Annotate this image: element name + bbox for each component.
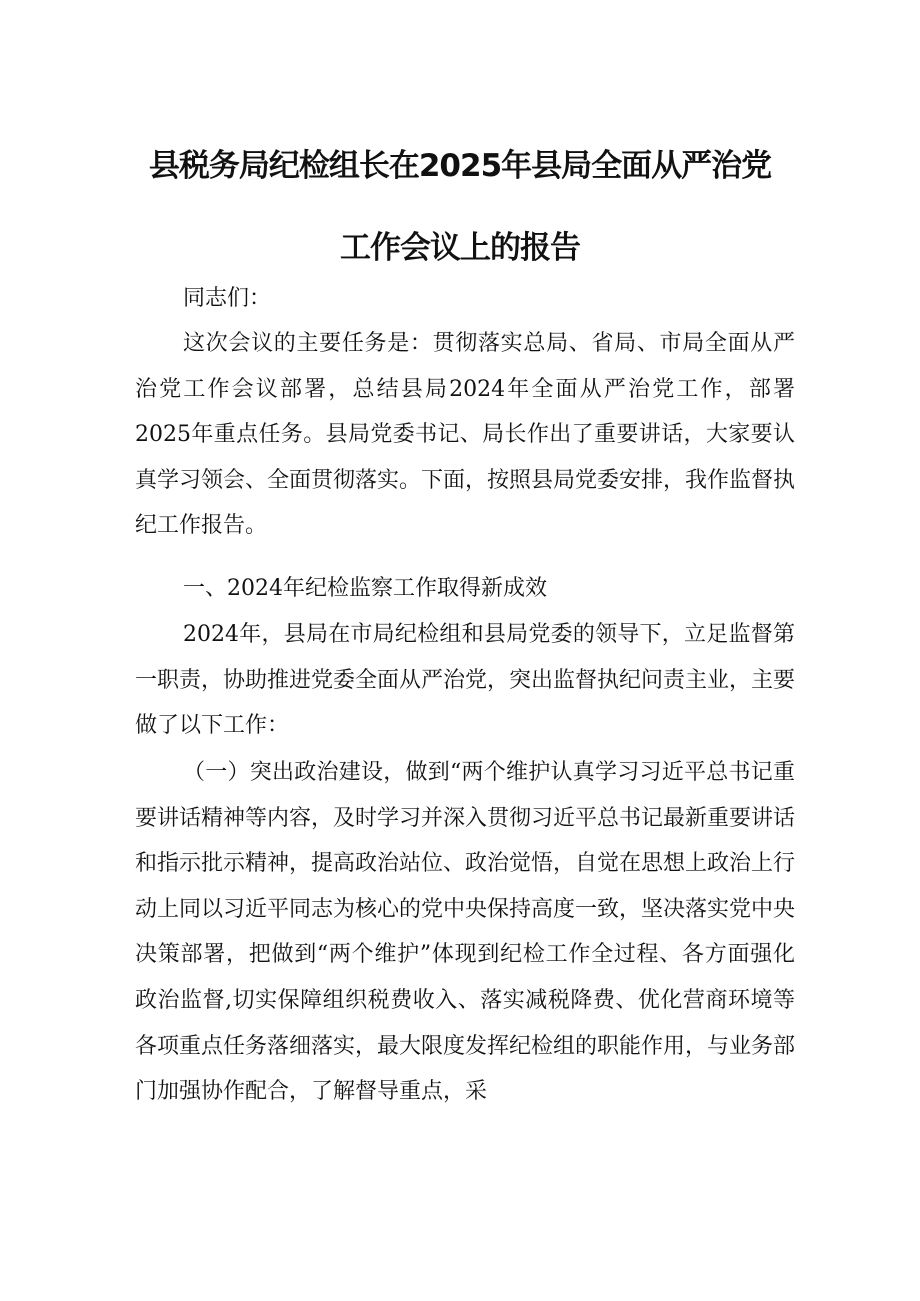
section-paragraph-block — [135, 612, 795, 749]
document-title-line2: 工作会议上的报告 — [340, 230, 580, 266]
section-paragraph: 2024年，县局在市局纪检组和县局党委的领导下，立足监督第一职责，协助推进党委全面从严治党，突出监督执纪问责主业，主要做了以下工作： — [135, 622, 796, 739]
document-title-line1: 县税务局纪检组长在2025年县局全面从严治党 — [148, 148, 772, 184]
subsection-paragraph: （一）突出政治建设，做到“两个维护认真学习习近平总书记重要讲话精神等内容，及时学习并深入贯彻习近平总书记最新重要讲话和指示批示精神，提高政治站位、政治觉悟，自觉在思想上政治上行动上同以习近平同志为核心的党中央保持高度一致，坚决落实党中央决策部署，把做到“两个维护”体现到纪检工作全过程、各方面强化政治监督,切实保障组织税费收入、落实减税降费、优化营商环境等各项重点任务落细落实，最大限度发挥纪检组的职能作用，与业务部门加强协作配合，了解督导重点，采 — [135, 760, 796, 1105]
greeting: 同志们： — [183, 286, 272, 311]
subsection-paragraph-block — [135, 750, 795, 1115]
greeting-block — [135, 276, 795, 322]
section-heading: 一、2024年纪检监察工作取得新成效 — [183, 576, 547, 601]
section-heading-block — [135, 566, 795, 612]
intro-paragraph: 这次会议的主要任务是：贯彻落实总局、省局、市局全面从严治党工作会议部署，总结县局2024年全面从严治党工作，部署2025年重点任务。县局党委书记、局长作出了重要讲话，大家要认真学习领会、全面贯彻落实。下面，按照县局党委安排，我作监督执纪工作报告。 — [135, 331, 796, 539]
intro-block — [135, 321, 795, 549]
